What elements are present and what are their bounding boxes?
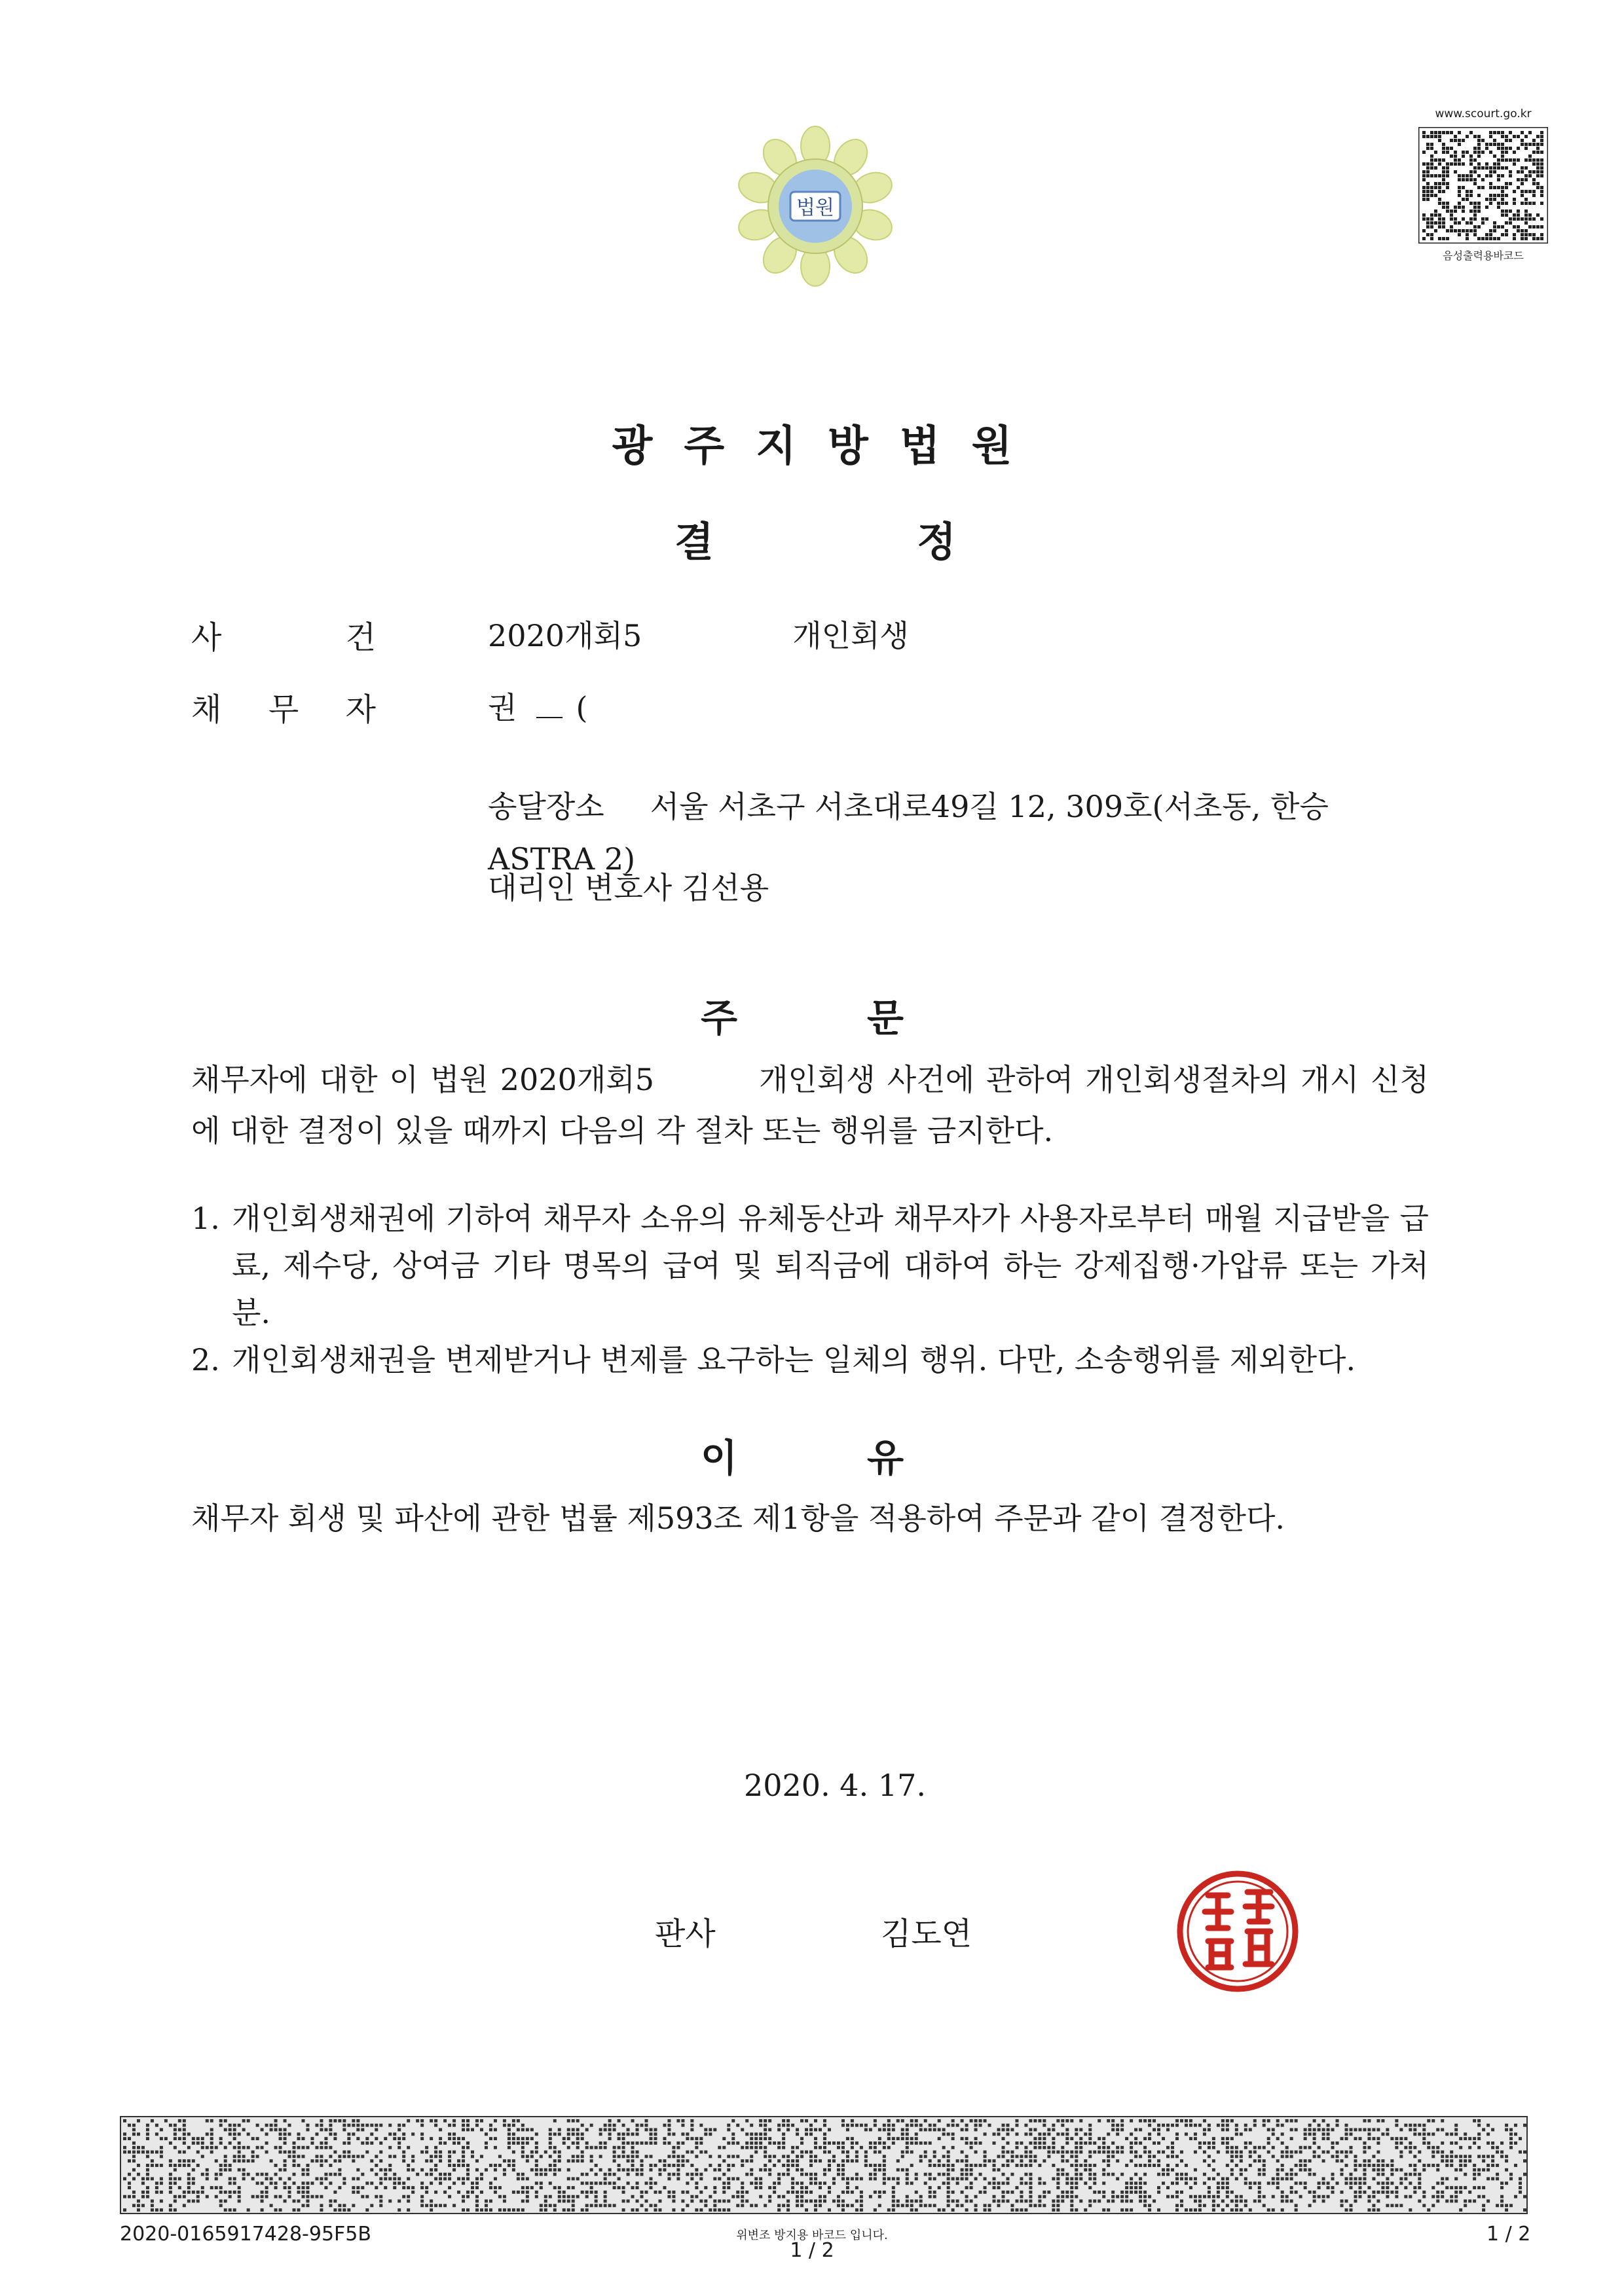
case-label-char-2: 건	[345, 619, 376, 656]
judge-label: 판사	[655, 1916, 716, 1952]
reason-title-char-1: 이	[701, 1436, 738, 1480]
reason-section-title	[701, 1427, 904, 1482]
court-name: 광주지방법원	[612, 422, 1044, 471]
debtor-label	[191, 684, 376, 729]
list-item-text: 개인회생채권에 기하여 채무자 소유의 유체동산과 채무자가 사용자로부터 매월 지급받을 급료, 제수당, 상여금 기타 명목의 급여 및 퇴직금에 대하여 하는 강제집행·가압류 또는 가처분.	[232, 1201, 1429, 1330]
emblem-label: 법원	[796, 196, 834, 219]
service-label: 송달장소	[488, 789, 604, 824]
debtor-value	[488, 684, 587, 727]
service-address-line-2: ASTRA 2)	[488, 841, 636, 877]
list-item-number: 1.	[191, 1201, 220, 1236]
title-char-2: 정	[917, 518, 956, 566]
document-id: 2020-0165917428-95F5B	[120, 2223, 371, 2246]
order-title-char-2: 문	[866, 996, 904, 1040]
service-address-line-1: 서울 서초구 서초대로49길 12, 309호(서초동, 한승	[650, 789, 1329, 824]
document-title	[674, 509, 956, 568]
title-char-1: 결	[674, 518, 714, 566]
reason-paragraph: 채무자 회생 및 파산에 관한 법률 제593조 제1항을 적용하여 주문과 같이 결정한다.	[191, 1501, 1285, 1536]
qr-label: 음성출력용바코드	[1443, 249, 1524, 262]
reason-title-char-2: 유	[866, 1436, 904, 1480]
order-paragraph	[191, 1054, 1429, 1156]
case-type: 개인회생	[792, 618, 909, 653]
case-label	[191, 612, 376, 657]
debtor-label-char-3: 자	[345, 691, 376, 728]
order-para-part-2: 개인회생 사건에 관하여 개인회생절차의 개시 신청에 대한 결정이 있을 때까지 다음의 각 절차 또는 행위를 금지한다.	[191, 1062, 1429, 1148]
decision-date: 2020. 4. 17.	[744, 1768, 926, 1803]
judge-name: 김도연	[881, 1916, 972, 1952]
case-value	[488, 612, 909, 655]
list-item-text: 개인회생채권을 변제받거나 변제를 요구하는 일체의 행위. 다만, 소송행위를 제외한다.	[232, 1342, 1356, 1377]
anti-forgery-barcode-icon	[120, 2116, 1528, 2214]
order-para-part-1: 채무자에 대한 이 법원 2020개회5	[191, 1062, 654, 1097]
page-number: 1 / 2	[1486, 2223, 1531, 2246]
qr-url: www.scourt.go.kr	[1435, 107, 1532, 120]
case-label-char-1: 사	[191, 619, 222, 656]
judge-seal-icon	[1172, 1866, 1303, 1997]
redaction-underline	[536, 717, 563, 718]
list-item-number: 2.	[191, 1342, 220, 1377]
court-emblem-icon	[733, 124, 897, 288]
order-list	[191, 1195, 1429, 1383]
debtor-label-char-2: 무	[268, 691, 299, 728]
barcode-page: 1 / 2	[790, 2239, 834, 2262]
order-section-title	[701, 987, 904, 1042]
barcode-note: 위변조 방지용 바코드 입니다.	[736, 2229, 888, 2242]
debtor-name: 권	[488, 690, 517, 725]
list-item	[191, 1195, 1429, 1336]
case-number: 2020개회5	[488, 618, 642, 653]
agent-line: 대리인 변호사 김선용	[488, 870, 769, 905]
debtor-label-char-1: 채	[191, 691, 222, 728]
qr-code-icon	[1418, 127, 1548, 244]
order-title-char-1: 주	[701, 996, 738, 1040]
list-item	[191, 1336, 1429, 1383]
debtor-paren: (	[576, 690, 588, 725]
